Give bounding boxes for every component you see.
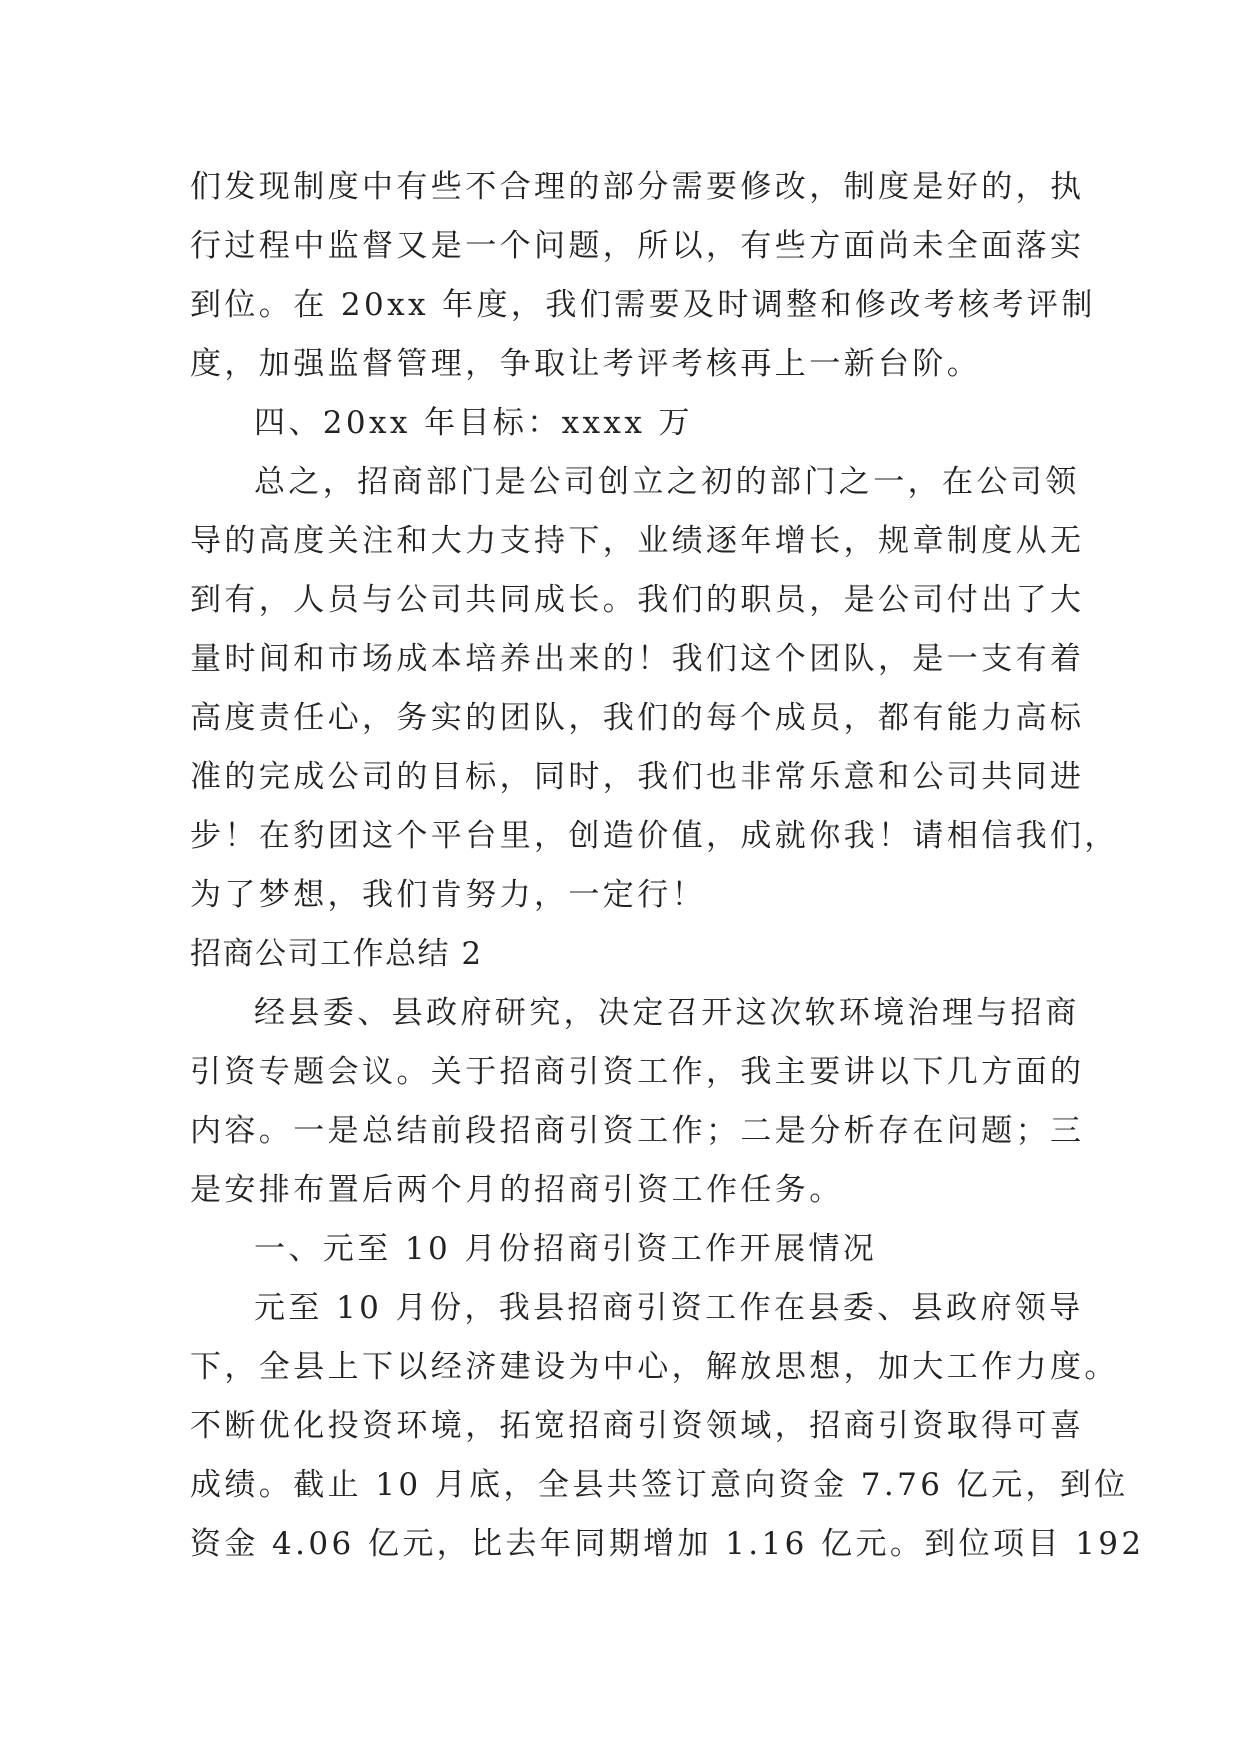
text-line: 成绩。截止 10 月底，全县共签订意向资金 7.76 亿元，到位: [190, 1467, 1129, 1503]
text-line: 高度责任心，务实的团队，我们的每个成员，都有能力高标: [190, 700, 1085, 736]
text-line: 为了梦想，我们肯努力，一定行！: [190, 877, 706, 913]
text-line: 度，加强监督管理，争取让考评考核再上一新台阶。: [190, 346, 982, 382]
text-line: 元至 10 月份，我县招商引资工作在县委、县政府领导: [254, 1290, 1084, 1326]
text-line: 量时间和市场成本培养出来的！我们这个团队，是一支有着: [190, 641, 1085, 677]
text-line: 内容。一是总结前段招商引资工作；二是分析存在问题；三: [190, 1113, 1085, 1149]
text-line: 一、元至 10 月份招商引资工作开展情况: [254, 1231, 878, 1267]
text-line: 们发现制度中有些不合理的部分需要修改，制度是好的，执: [190, 169, 1085, 205]
text-line: 到位。在 20xx 年度，我们需要及时调整和修改考核考评制: [190, 287, 1096, 323]
section-heading: 招商公司工作总结 2: [190, 936, 483, 972]
text-line: 准的完成公司的目标，同时，我们也非常乐意和公司共同进: [190, 759, 1085, 795]
document-body: [190, 158, 1145, 1574]
text-line: 是安排布置后两个月的招商引资工作任务。: [190, 1172, 844, 1208]
text-line: 四、20xx 年目标：xxxx 万: [254, 405, 693, 441]
text-line: 不断优化投资环境，拓宽招商引资领域，招商引资取得可喜: [190, 1408, 1085, 1444]
text-line: 经县委、县政府研究，决定召开这次软环境治理与招商: [254, 995, 1080, 1031]
text-line: 下，全县上下以经济建设为中心，解放思想，加大工作力度。: [190, 1349, 1119, 1385]
text-line: 到有，人员与公司共同成长。我们的职员，是公司付出了大: [190, 582, 1085, 618]
text-line: 总之，招商部门是公司创立之初的部门之一，在公司领: [254, 464, 1080, 500]
text-line: 资金 4.06 亿元，比去年同期增加 1.16 亿元。到位项目 192: [190, 1526, 1145, 1562]
text-line: 导的高度关注和大力支持下，业绩逐年增长，规章制度从无: [190, 523, 1085, 559]
text-line: 行过程中监督又是一个问题，所以，有些方面尚未全面落实: [190, 228, 1085, 264]
text-line: 步！在豹团这个平台里，创造价值，成就你我！请相信我们，: [190, 818, 1119, 854]
text-line: 引资专题会议。关于招商引资工作，我主要讲以下几方面的: [190, 1054, 1085, 1090]
